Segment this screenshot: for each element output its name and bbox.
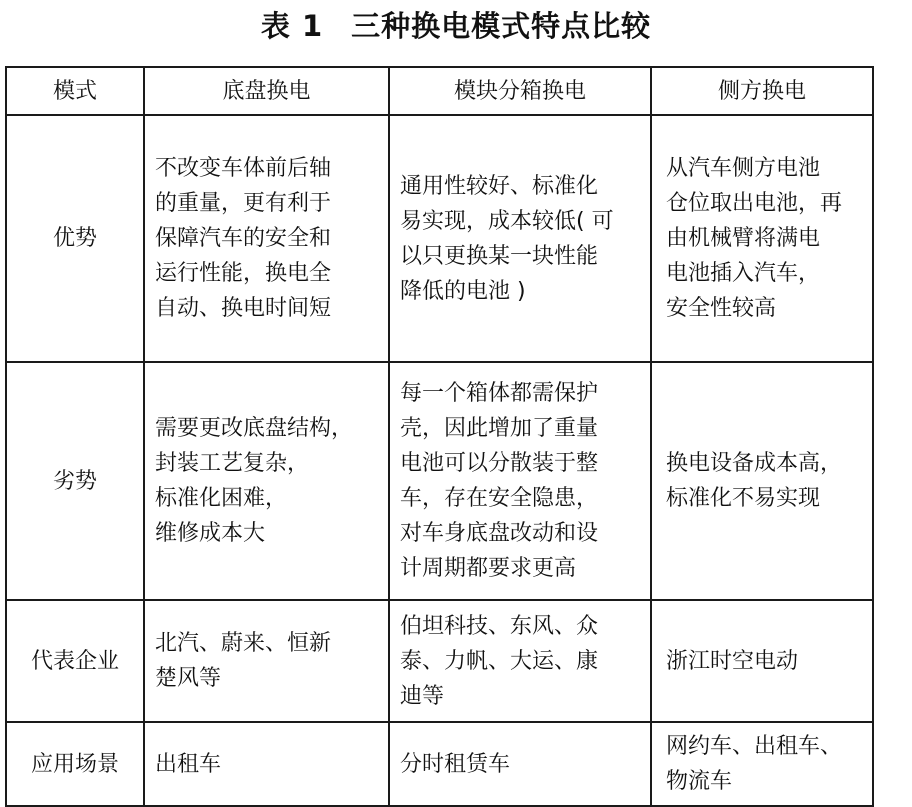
cell-applications-chassis <box>144 722 389 806</box>
text-line: 对车身底盘改动和设 <box>400 521 599 546</box>
text-line: 楚风等 <box>155 666 222 691</box>
table-row-disadvantages <box>6 362 873 600</box>
text-line: 以只更换某一块性能 <box>400 243 599 269</box>
text-line: 安全性较高 <box>666 296 777 321</box>
header-chassis-swap: 底盘换电 <box>144 67 389 115</box>
text-line: 运行性能，换电全 <box>155 261 332 286</box>
header-module-swap: 模块分箱换电 <box>389 67 651 115</box>
text-line: 降低的电池 ) <box>400 278 526 304</box>
table-row-applications <box>6 722 873 806</box>
cell-disadvantages-module <box>389 362 651 600</box>
text-line: 标准化不易实现 <box>666 486 821 511</box>
text-line: 仓位取出电池，再 <box>666 191 843 216</box>
text-line: 分时租赁车 <box>400 751 511 777</box>
text-line: 泰、力帆、大运、康 <box>400 648 599 674</box>
text-line: 自动、换电时间短 <box>155 296 332 321</box>
cell-disadvantages-chassis <box>144 362 389 600</box>
cell-advantages-side <box>651 115 873 362</box>
text-line: 从汽车侧方电池 <box>666 156 821 181</box>
text-line: 封装工艺复杂， <box>155 451 310 476</box>
comparison-table <box>5 66 874 807</box>
cell-representatives-chassis <box>144 600 389 722</box>
cell-representatives-module <box>389 600 651 722</box>
table-row-representatives <box>6 600 873 722</box>
text-line: 迪等 <box>400 683 445 709</box>
text-line: 北汽、蔚来、恒新 <box>155 631 332 656</box>
table-row-advantages <box>6 115 873 362</box>
text-line: 电池可以分散装于整 <box>400 451 599 476</box>
text-line: 换电设备成本高， <box>666 451 843 476</box>
cell-representatives-side <box>651 600 873 722</box>
text-line: 保障汽车的安全和 <box>155 226 332 251</box>
cell-applications-side <box>651 722 873 806</box>
text-line: 标准化困难， <box>155 486 288 511</box>
text-line: 网约车、出租车、 <box>666 734 843 759</box>
row-label-advantages: 优势 <box>6 115 144 362</box>
text-line: 需要更改底盘结构， <box>155 416 354 441</box>
row-label-disadvantages: 劣势 <box>6 362 144 600</box>
table-caption <box>0 6 912 46</box>
header-side-swap: 侧方换电 <box>651 67 873 115</box>
row-label-applications: 应用场景 <box>6 722 144 806</box>
text-line: 物流车 <box>666 769 733 794</box>
table-title: 三种换电模式特点比较 <box>351 9 652 43</box>
text-line: 出租车 <box>155 751 222 777</box>
text-line: 电池插入汽车， <box>666 261 821 286</box>
cell-applications-module <box>389 722 651 806</box>
text-line: 维修成本大 <box>155 521 266 546</box>
header-row <box>6 67 873 115</box>
text-line: 每一个箱体都需保护 <box>400 381 599 406</box>
row-label-representatives: 代表企业 <box>6 600 144 722</box>
text-line: 浙江时空电动 <box>666 648 799 674</box>
cell-advantages-chassis <box>144 115 389 362</box>
text-line: 伯坦科技、东风、众 <box>400 613 599 639</box>
table-number: 表 1 <box>260 9 324 43</box>
text-line: 的重量，更有利于 <box>155 191 332 216</box>
cell-disadvantages-side <box>651 362 873 600</box>
text-line: 易实现，成本较低( 可 <box>400 208 614 234</box>
text-line: 通用性较好、标准化 <box>400 173 599 199</box>
text-line: 壳，因此增加了重量 <box>400 416 599 441</box>
text-line: 计周期都要求更高 <box>400 556 577 581</box>
text-line: 由机械臂将满电 <box>666 226 821 251</box>
header-mode: 模式 <box>6 67 144 115</box>
text-line: 不改变车体前后轴 <box>155 156 332 181</box>
text-line: 车，存在安全隐患， <box>400 486 599 511</box>
cell-advantages-module <box>389 115 651 362</box>
